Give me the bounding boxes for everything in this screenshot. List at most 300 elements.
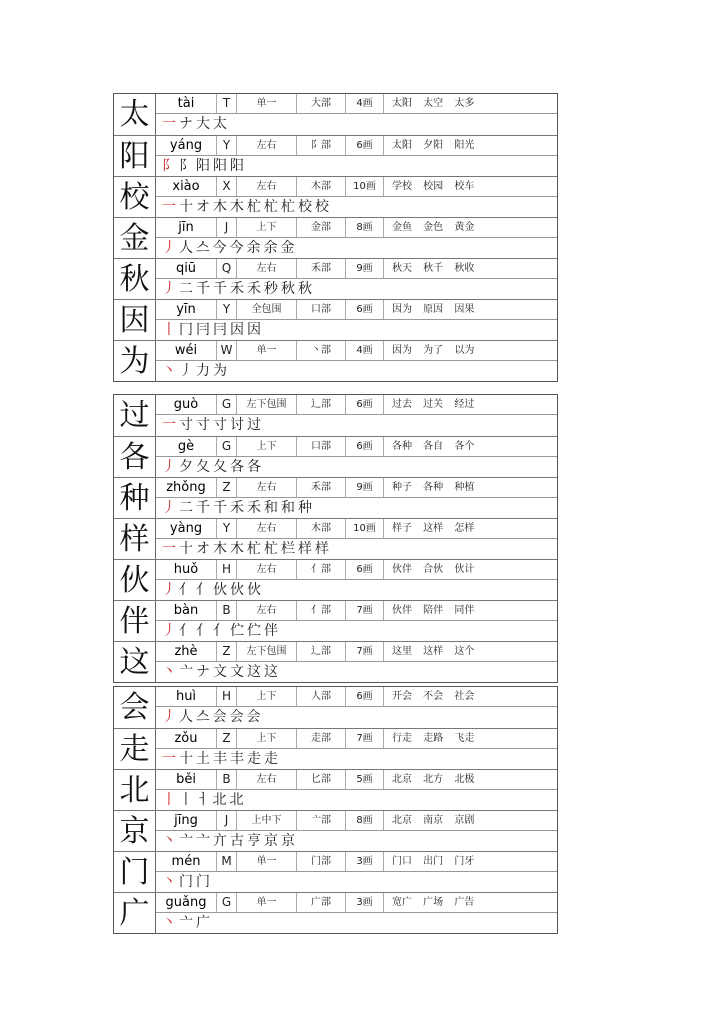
character-info-row <box>156 519 557 539</box>
large-character: 为 <box>114 341 156 382</box>
stroke-step: 杧 <box>264 199 278 215</box>
large-character: 这 <box>114 642 156 683</box>
initial-letter: Z <box>217 642 237 661</box>
radical: 阝部 <box>297 136 346 155</box>
initial-letter: G <box>217 437 237 456</box>
stroke-step: 禾 <box>230 281 244 297</box>
stroke-step: 亠 <box>179 833 193 849</box>
stroke-step: 木 <box>230 199 244 215</box>
stroke-order <box>156 707 557 728</box>
large-character: 因 <box>114 300 156 341</box>
radical: 匕部 <box>297 770 346 789</box>
pinyin: jīng <box>156 811 217 830</box>
stroke-step: オ <box>196 199 210 215</box>
radical: 口部 <box>297 437 346 456</box>
stroke-step: 伫 <box>247 623 261 639</box>
stroke-step: 亠 <box>179 664 193 680</box>
stroke-step: 各 <box>247 459 261 475</box>
character-info-row <box>156 893 557 913</box>
stroke-step: 文 <box>213 664 227 680</box>
character-entry <box>114 477 557 518</box>
initial-letter: Y <box>217 136 237 155</box>
character-entry <box>114 641 557 682</box>
pinyin: xiào <box>156 177 217 196</box>
initial-letter: G <box>217 395 237 414</box>
pinyin: bàn <box>156 601 217 620</box>
pinyin: gè <box>156 437 217 456</box>
pinyin: zhè <box>156 642 217 661</box>
stroke-order <box>156 831 557 852</box>
pinyin: tài <box>156 94 217 113</box>
stroke-step: 丨 <box>162 792 176 808</box>
character-info-row <box>156 177 557 197</box>
structure: 左右 <box>237 519 297 538</box>
stroke-step: 木 <box>213 199 227 215</box>
large-character: 门 <box>114 852 156 893</box>
stroke-step: 今 <box>229 240 244 256</box>
structure: 单一 <box>237 94 297 113</box>
structure: 上下 <box>237 437 297 456</box>
stroke-step: 二 <box>179 500 193 516</box>
stroke-count: 7画 <box>346 729 384 748</box>
character-info-row <box>156 687 557 707</box>
pinyin: wéi <box>156 341 217 360</box>
structure: 左右 <box>237 177 297 196</box>
character-info-row <box>156 478 557 498</box>
stroke-step: 伫 <box>230 623 244 639</box>
stroke-step: 秒 <box>264 281 278 297</box>
stroke-step: 因 <box>247 322 261 338</box>
stroke-step: 过 <box>247 417 261 433</box>
pinyin: huì <box>156 687 217 706</box>
radical: 木部 <box>297 519 346 538</box>
stroke-step: 讨 <box>230 417 244 433</box>
stroke-step: 杧 <box>281 199 295 215</box>
character-info-row <box>156 136 557 156</box>
stroke-step: 和 <box>264 500 278 516</box>
stroke-step: 丶 <box>162 874 176 890</box>
stroke-order <box>156 114 557 135</box>
stroke-step: 丶 <box>162 664 176 680</box>
stroke-step: 今 <box>212 240 227 256</box>
stroke-step: 丿 <box>162 459 176 475</box>
character-info-row <box>156 642 557 662</box>
stroke-step: 亻 <box>179 623 193 639</box>
stroke-count: 10画 <box>346 177 384 196</box>
initial-letter: Y <box>217 300 237 319</box>
stroke-step: 丿 <box>162 623 176 639</box>
stroke-step: 木 <box>213 541 227 557</box>
structure: 左右 <box>237 478 297 497</box>
stroke-step: 大 <box>196 116 210 132</box>
stroke-step: 亨 <box>247 833 261 849</box>
stroke-step: 丿 <box>179 363 193 379</box>
stroke-step: 人 <box>179 240 193 256</box>
stroke-step: 金 <box>280 240 295 256</box>
large-character: 样 <box>114 519 156 560</box>
stroke-step: 丶 <box>162 363 176 379</box>
stroke-count: 5画 <box>346 770 384 789</box>
stroke-step: 为 <box>213 363 227 379</box>
stroke-step: 寸 <box>179 417 193 433</box>
stroke-step: 十 <box>179 751 193 767</box>
stroke-count: 7画 <box>346 642 384 661</box>
stroke-order <box>156 580 557 601</box>
pinyin: mén <box>156 852 217 871</box>
character-entry <box>114 810 557 851</box>
character-block <box>113 686 558 934</box>
character-entry <box>114 217 557 258</box>
stroke-step: 伴 <box>264 623 278 639</box>
character-entry <box>114 892 557 933</box>
stroke-step: 亠 <box>179 915 193 931</box>
structure: 左下包围 <box>237 395 297 414</box>
stroke-order <box>156 872 557 893</box>
pinyin: jīn <box>156 218 217 237</box>
stroke-step: 丿 <box>162 240 176 256</box>
large-character: 伴 <box>114 601 156 642</box>
character-info-row <box>156 341 557 361</box>
example-words: 宽广 广场 广告 <box>392 897 475 908</box>
structure: 全包围 <box>237 300 297 319</box>
stroke-step: 丶 <box>162 915 176 931</box>
example-words: 门口 出门 门牙 <box>392 856 475 867</box>
stroke-step: 这 <box>247 664 261 680</box>
stroke-order <box>156 320 557 341</box>
example-words: 北京 北方 北极 <box>392 774 475 785</box>
initial-letter: H <box>217 560 237 579</box>
stroke-order <box>156 457 557 478</box>
initial-letter: Z <box>217 478 237 497</box>
stroke-order <box>156 913 557 934</box>
initial-letter: H <box>217 687 237 706</box>
stroke-step: 土 <box>196 751 210 767</box>
stroke-step: 冃 <box>196 322 210 338</box>
structure: 左右 <box>237 601 297 620</box>
radical: 木部 <box>297 177 346 196</box>
structure: 上中下 <box>237 811 297 830</box>
stroke-step: 一 <box>162 751 176 767</box>
structure: 左右 <box>237 259 297 278</box>
character-entry <box>114 769 557 810</box>
large-character: 过 <box>114 395 156 436</box>
stroke-step: 走 <box>247 751 261 767</box>
example-words: 金鱼 金色 黄金 <box>392 222 475 233</box>
large-character: 京 <box>114 811 156 852</box>
stroke-step: 一 <box>162 199 176 215</box>
large-character: 金 <box>114 218 156 259</box>
stroke-step: 伙 <box>230 582 244 598</box>
stroke-order <box>156 621 557 642</box>
stroke-step: 丿 <box>162 500 176 516</box>
character-info-row <box>156 770 557 790</box>
pinyin: yàng <box>156 519 217 538</box>
example-words: 开会 不会 社会 <box>392 691 475 702</box>
structure: 上下 <box>237 687 297 706</box>
large-character: 校 <box>114 177 156 218</box>
stroke-step: 北 <box>212 792 227 808</box>
initial-letter: B <box>217 770 237 789</box>
initial-letter: T <box>217 94 237 113</box>
character-info-row <box>156 852 557 872</box>
stroke-step: 阝 <box>179 158 193 174</box>
pinyin: yáng <box>156 136 217 155</box>
radical: 广部 <box>297 893 346 912</box>
structure: 左右 <box>237 770 297 789</box>
stroke-count: 6画 <box>346 437 384 456</box>
character-info-row <box>156 601 557 621</box>
example-words: 种子 各种 种植 <box>392 482 475 493</box>
stroke-step: 冃 <box>213 322 227 338</box>
large-character: 广 <box>114 893 156 934</box>
stroke-step: 丿 <box>162 281 176 297</box>
radical: 辶部 <box>297 395 346 414</box>
stroke-count: 3画 <box>346 852 384 871</box>
character-entry <box>114 851 557 892</box>
stroke-step: 和 <box>281 500 295 516</box>
stroke-order <box>156 361 557 382</box>
stroke-step: 这 <box>264 664 278 680</box>
character-entry <box>114 299 557 340</box>
structure: 单一 <box>237 341 297 360</box>
radical: 辶部 <box>297 642 346 661</box>
pinyin: zhǒng <box>156 478 217 497</box>
example-words: 学校 校园 校车 <box>392 181 475 192</box>
example-words: 北京 南京 京剧 <box>392 815 475 826</box>
radical: 大部 <box>297 94 346 113</box>
stroke-step: 丰 <box>230 751 244 767</box>
stroke-count: 8画 <box>346 811 384 830</box>
stroke-step: オ <box>196 541 210 557</box>
radical: 亠部 <box>297 811 346 830</box>
stroke-step: 人 <box>179 709 193 725</box>
stroke-step: 丨 <box>162 322 176 338</box>
stroke-step: 会 <box>246 709 261 725</box>
example-words: 伙伴 合伙 伙计 <box>392 564 475 575</box>
stroke-order <box>156 156 557 177</box>
stroke-count: 8画 <box>346 218 384 237</box>
stroke-order <box>156 749 557 770</box>
stroke-count: 6画 <box>346 395 384 414</box>
character-info-row <box>156 437 557 457</box>
stroke-order <box>156 498 557 519</box>
stroke-step: 一 <box>162 417 176 433</box>
initial-letter: X <box>217 177 237 196</box>
large-character: 各 <box>114 437 156 478</box>
character-entry <box>114 600 557 641</box>
radical: 亻部 <box>297 601 346 620</box>
stroke-order <box>156 662 557 683</box>
example-words: 这里 这样 这个 <box>392 646 475 657</box>
stroke-step: 冂 <box>179 322 193 338</box>
stroke-step: 杧 <box>247 199 261 215</box>
stroke-step: 文 <box>230 664 244 680</box>
stroke-step: 丿 <box>162 582 176 598</box>
stroke-count: 6画 <box>346 300 384 319</box>
example-words: 太阳 太空 太多 <box>392 98 475 109</box>
stroke-step: 木 <box>230 541 244 557</box>
pinyin: qiū <box>156 259 217 278</box>
character-block <box>113 394 558 683</box>
stroke-step: 京 <box>264 833 278 849</box>
character-info-row <box>156 259 557 279</box>
structure: 左右 <box>237 560 297 579</box>
stroke-step: 种 <box>298 500 312 516</box>
character-info-row <box>156 300 557 320</box>
stroke-step: 亠 <box>196 833 210 849</box>
stroke-step: 禾 <box>247 500 261 516</box>
stroke-count: 9画 <box>346 478 384 497</box>
stroke-step: 二 <box>179 281 193 297</box>
stroke-count: 7画 <box>346 601 384 620</box>
stroke-step: 스 <box>196 709 210 725</box>
stroke-step: 阳 <box>230 158 244 174</box>
large-character: 种 <box>114 478 156 519</box>
stroke-step: 京 <box>281 833 295 849</box>
large-character: 伙 <box>114 560 156 601</box>
stroke-step: 门 <box>179 874 193 890</box>
radical: 门部 <box>297 852 346 871</box>
example-words: 各种 各自 各个 <box>392 441 475 452</box>
stroke-step: ㅓ <box>196 792 210 808</box>
stroke-step: 亣 <box>213 833 227 849</box>
radical: 口部 <box>297 300 346 319</box>
stroke-step: 校 <box>315 199 329 215</box>
stroke-step: 古 <box>230 833 244 849</box>
stroke-step: 寸 <box>196 417 210 433</box>
pinyin: yīn <box>156 300 217 319</box>
stroke-step: 北 <box>229 792 244 808</box>
initial-letter: W <box>217 341 237 360</box>
radical: 亻部 <box>297 560 346 579</box>
stroke-step: 校 <box>298 199 312 215</box>
stroke-step: 千 <box>196 500 210 516</box>
stroke-step: 会 <box>229 709 244 725</box>
stroke-step: 秋 <box>298 281 312 297</box>
character-entry <box>114 340 557 381</box>
stroke-count: 10画 <box>346 519 384 538</box>
stroke-step: 十 <box>179 199 193 215</box>
stroke-step: 伙 <box>247 582 261 598</box>
stroke-step: 力 <box>196 363 210 379</box>
stroke-step: 千 <box>213 281 227 297</box>
character-entry <box>114 518 557 559</box>
initial-letter: Q <box>217 259 237 278</box>
character-entry <box>114 258 557 299</box>
stroke-step: 스 <box>196 240 210 256</box>
stroke-count: 6画 <box>346 136 384 155</box>
stroke-step: ナ <box>179 116 193 132</box>
stroke-step: 杧 <box>247 541 261 557</box>
stroke-step: 亻 <box>196 623 210 639</box>
stroke-step: 丨 <box>179 792 193 808</box>
pinyin: zǒu <box>156 729 217 748</box>
radical: 走部 <box>297 729 346 748</box>
initial-letter: M <box>217 852 237 871</box>
stroke-step: 千 <box>196 281 210 297</box>
character-entry <box>114 94 557 135</box>
stroke-step: 伙 <box>213 582 227 598</box>
character-block <box>113 93 558 382</box>
radical: 禾部 <box>297 478 346 497</box>
initial-letter: G <box>217 893 237 912</box>
stroke-count: 3画 <box>346 893 384 912</box>
pinyin: guǎng <box>156 893 217 912</box>
character-entry <box>114 559 557 600</box>
stroke-step: 广 <box>196 915 210 931</box>
pinyin: huǒ <box>156 560 217 579</box>
character-entry <box>114 436 557 477</box>
radical: 丶部 <box>297 341 346 360</box>
example-words: 秋天 秋千 秋收 <box>392 263 475 274</box>
stroke-step: 丿 <box>162 709 176 725</box>
character-entry <box>114 728 557 769</box>
stroke-step: 一 <box>162 541 176 557</box>
stroke-step: 阝 <box>162 158 176 174</box>
stroke-step: 夂 <box>196 459 210 475</box>
initial-letter: J <box>217 218 237 237</box>
character-entry <box>114 687 557 728</box>
structure: 左下包围 <box>237 642 297 661</box>
character-entry <box>114 176 557 217</box>
stroke-order <box>156 539 557 560</box>
character-entry <box>114 135 557 176</box>
stroke-order <box>156 790 557 811</box>
stroke-order <box>156 415 557 436</box>
radical: 人部 <box>297 687 346 706</box>
stroke-step: 余 <box>263 240 278 256</box>
stroke-step: 千 <box>213 500 227 516</box>
pinyin: běi <box>156 770 217 789</box>
initial-letter: Z <box>217 729 237 748</box>
stroke-count: 6画 <box>346 687 384 706</box>
stroke-order <box>156 238 557 259</box>
stroke-step: 余 <box>246 240 261 256</box>
initial-letter: Y <box>217 519 237 538</box>
character-info-row <box>156 94 557 114</box>
stroke-step: ナ <box>196 664 210 680</box>
stroke-step: 丶 <box>162 833 176 849</box>
character-info-row <box>156 395 557 415</box>
stroke-step: 因 <box>230 322 244 338</box>
example-words: 过去 过关 经过 <box>392 399 475 410</box>
initial-letter: J <box>217 811 237 830</box>
example-words: 太阳 夕阳 阳光 <box>392 140 475 151</box>
stroke-step: 丰 <box>213 751 227 767</box>
large-character: 太 <box>114 94 156 135</box>
structure: 单一 <box>237 852 297 871</box>
stroke-step: 秋 <box>281 281 295 297</box>
stroke-order <box>156 279 557 300</box>
structure: 左右 <box>237 136 297 155</box>
stroke-step: 阳 <box>196 158 210 174</box>
character-info-row <box>156 729 557 749</box>
example-words: 因为 原因 因果 <box>392 304 475 315</box>
stroke-count: 4画 <box>346 341 384 360</box>
radical: 金部 <box>297 218 346 237</box>
stroke-count: 9画 <box>346 259 384 278</box>
large-character: 阳 <box>114 136 156 177</box>
stroke-step: 亻 <box>196 582 210 598</box>
structure: 上下 <box>237 729 297 748</box>
stroke-step: 夂 <box>213 459 227 475</box>
example-words: 行走 走路 飞走 <box>392 733 475 744</box>
example-words: 伙伴 陪伴 同伴 <box>392 605 475 616</box>
stroke-step: 一 <box>162 116 176 132</box>
stroke-step: 会 <box>212 709 227 725</box>
stroke-step: 阳 <box>213 158 227 174</box>
stroke-step: 样 <box>298 541 312 557</box>
